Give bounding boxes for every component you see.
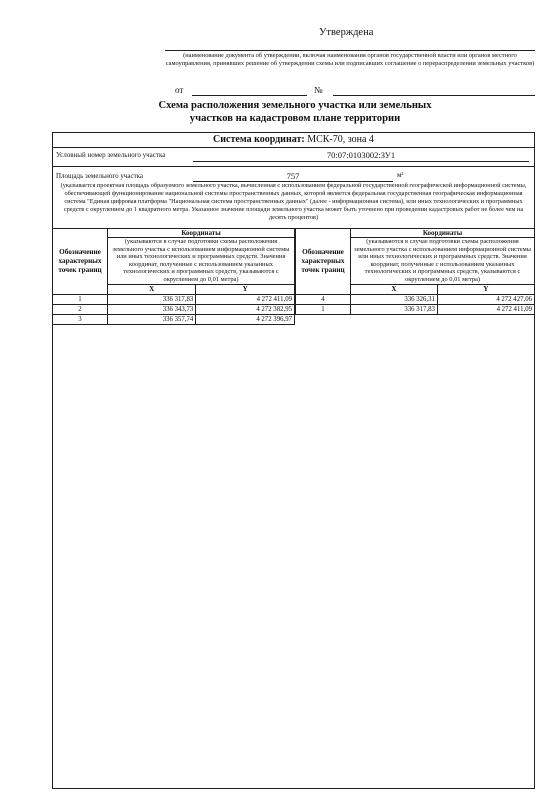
coordinate-system-label: Система координат: <box>213 134 305 145</box>
point-cell: 2 <box>53 304 108 314</box>
coordinates-header: Координаты <box>351 229 535 238</box>
title-line-1: Схема расположения земельного участка или земельных <box>158 100 432 111</box>
point-designation-header: Обозначение характерных точек границ <box>53 229 108 295</box>
x-cell: 336 357,74 <box>108 314 196 324</box>
parcel-area-note: (указывается проектная площадь образуемого земельного участка, вычисленная с использованием федеральной государственной географической информационной системы, обеспечивающей функционирование национальной системы пространственных данных, которой является федеральная государственная географическая информационная система "Единая цифровая платформа "Национальная система пространственных данных" (далее - информационная система), или иных технологических и программных средств с округлением до 1 квадратного метра. Указанное значение площади земельного участка может быть уточнено при проведении кадастровых работ не более чем на десять процентов) <box>60 182 527 221</box>
parcel-area-label: Площадь земельного участка <box>56 172 144 180</box>
coordinates-header: Координаты <box>108 229 295 238</box>
title-line-2: участков на кадастровом плане территории <box>189 112 401 124</box>
table-row <box>53 294 295 304</box>
y-cell: 4 272 427,06 <box>437 294 534 304</box>
y-cell: 4 272 411,09 <box>196 294 295 304</box>
x-header: X <box>351 284 438 294</box>
from-label: от <box>175 85 184 95</box>
parcel-area-unit: м² <box>397 171 404 179</box>
coordinate-system-row <box>52 132 535 148</box>
x-header: X <box>108 284 196 294</box>
point-cell: 1 <box>296 304 351 314</box>
x-cell: 336 326,31 <box>351 294 438 304</box>
coordinates-note: (указываются в случае подготовки схемы расположения земельного участка с использованием информационной системы или иных технологических и программных средств. Значения координат, полученные с использованием указанных технологических и программных средств, указываются с округлением до 0,01 метра) <box>108 238 295 285</box>
y-cell: 4 272 411,09 <box>437 304 534 314</box>
row-divider <box>52 166 535 167</box>
parcel-number-label: Условный номер земельного участка <box>56 151 166 159</box>
parcel-area-value: 757 <box>286 171 300 181</box>
approved-label: Утверждена <box>319 27 374 38</box>
coordinate-system-value: МСК-70, зона 4 <box>307 134 374 145</box>
approval-document-line <box>165 50 535 51</box>
point-cell: 3 <box>53 314 108 324</box>
table-row <box>53 314 295 324</box>
y-header: Y <box>437 284 534 294</box>
coordinates-table-right <box>295 228 535 315</box>
y-header: Y <box>196 284 295 294</box>
date-line <box>192 95 307 96</box>
table-row <box>296 294 535 304</box>
number-label: № <box>314 85 323 95</box>
table-row <box>296 304 535 314</box>
x-cell: 336 343,73 <box>108 304 196 314</box>
point-designation-header: Обозначение характерных точек границ <box>296 229 351 295</box>
approval-note: (наименование документа об утверждении, включая наименования органов государственной власти или органов местного самоуправления, принявших решение об утверждении схемы или подписавших соглашение о перераспределении земельных участков) <box>165 52 535 67</box>
point-cell: 4 <box>296 294 351 304</box>
coordinates-table-left <box>52 228 295 325</box>
y-cell: 4 272 396,97 <box>196 314 295 324</box>
x-cell: 336 317,83 <box>351 304 438 314</box>
parcel-number-line <box>193 161 529 162</box>
table-row <box>53 304 295 314</box>
coordinates-note: (указываются в случае подготовки схемы расположения земельного участка с использованием информационной системы или иных технологических и программных средств. Значения координат, полученные с использованием указанных технологических и программных средств, указываются с округлением до 0,01 метра) <box>351 238 535 285</box>
x-cell: 336 317,83 <box>108 294 196 304</box>
page-title <box>130 100 460 125</box>
parcel-number-value: 70:07:0103002:ЗУ1 <box>326 150 396 160</box>
point-cell: 1 <box>53 294 108 304</box>
document-number-line <box>333 95 535 96</box>
y-cell: 4 272 382,95 <box>196 304 295 314</box>
